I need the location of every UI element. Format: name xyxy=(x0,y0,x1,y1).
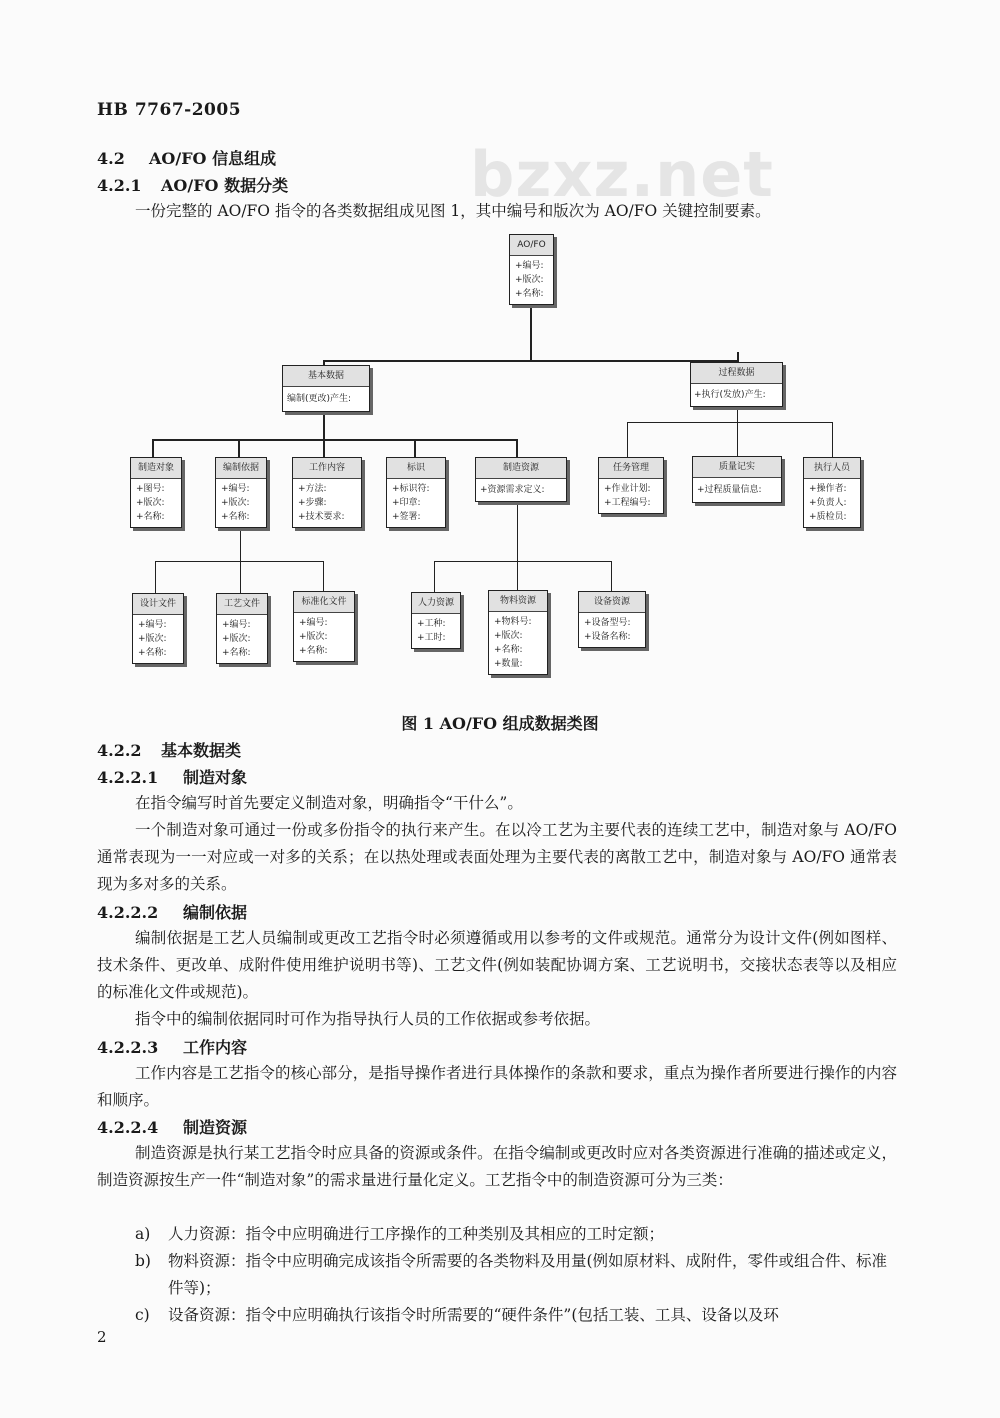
class-box-quality-record xyxy=(692,456,782,503)
watermark: bzxz.net xyxy=(470,138,774,211)
class-title: 基本数据 xyxy=(283,366,369,387)
list-item-label: c) xyxy=(135,1306,150,1324)
section-title: AO/FO 数据分类 xyxy=(161,176,289,195)
class-title: 制造对象 xyxy=(131,458,181,479)
class-attr: +名称: xyxy=(138,648,167,658)
class-attr: +物料号: xyxy=(494,617,532,627)
section-4-2-heading xyxy=(97,146,276,169)
page-number: 2 xyxy=(97,1328,107,1346)
class-attr: +方法: xyxy=(298,484,327,494)
connector-line xyxy=(627,422,833,423)
class-attr: +名称: xyxy=(494,645,523,655)
class-attr: +工时: xyxy=(417,633,446,643)
class-title: 任务管理 xyxy=(599,458,663,479)
class-attr: +编号: xyxy=(138,620,167,630)
section-title: 工作内容 xyxy=(183,1038,248,1057)
class-title: 执行人员 xyxy=(804,458,860,479)
class-attr: +作业计划: xyxy=(604,484,651,494)
connector-line xyxy=(238,439,240,457)
class-attr: +名称: xyxy=(222,648,251,658)
paragraph: 制造资源是执行某工艺指令时应具备的资源或条件。在指令编制或更改时应对各类资源进行准确的描述或定义，制造资源按生产一件“制造对象”的需求量进行量化定义。工艺指令中的制造资源可分为三类： xyxy=(97,1144,897,1189)
class-box-craft-file xyxy=(216,593,268,664)
class-attr: 编制(更改)产生: xyxy=(287,394,352,404)
class-attr: +设备型号: xyxy=(584,618,631,628)
class-title: 物料资源 xyxy=(489,591,547,612)
section-number: 4.2.2.4 xyxy=(97,1118,159,1137)
connector-line xyxy=(323,360,739,362)
class-box-standardization-file xyxy=(293,591,355,662)
connector-line xyxy=(323,439,325,457)
class-attr: +编号: xyxy=(299,618,328,628)
list-item-label: a) xyxy=(135,1225,151,1243)
class-attr: +技术要求: xyxy=(298,512,345,522)
class-title: AO/FO xyxy=(510,235,553,256)
class-title: 质量记实 xyxy=(693,457,781,478)
connector-line xyxy=(832,422,833,457)
class-attr: +名称: xyxy=(299,646,328,656)
class-attr: +负责人: xyxy=(809,498,847,508)
class-attr: +名称: xyxy=(136,512,165,522)
connector-line xyxy=(517,561,518,590)
connector-line xyxy=(323,360,325,368)
list-item-text: 设备资源：指令中应明确执行该指令时所需要的“硬件条件”(包括工装、工具、设备以及环 xyxy=(168,1306,779,1324)
class-box-executor xyxy=(803,457,861,528)
class-attr: +工程编号: xyxy=(604,498,651,508)
class-attr: +版次: xyxy=(494,631,523,641)
connector-line xyxy=(530,307,532,362)
connector-line xyxy=(737,352,739,362)
class-title: 人力资源 xyxy=(412,593,460,614)
standard-code: HB 7767-2005 xyxy=(97,100,242,120)
section-title: 制造资源 xyxy=(183,1118,248,1137)
class-title: 编制依据 xyxy=(216,458,266,479)
connector-line xyxy=(323,411,325,441)
section-4-2-2-2-heading xyxy=(97,900,247,923)
class-attr: +版次: xyxy=(221,498,250,508)
class-title: 制造资源 xyxy=(476,458,566,479)
class-attr: +质检员: xyxy=(809,512,847,522)
connector-line xyxy=(516,439,518,457)
paragraph: 工作内容是工艺指令的核心部分，是指导操作者进行具体操作的条款和要求，重点为操作者所要进行操作的内容和顺序。 xyxy=(97,1064,897,1109)
section-number: 4.2.2 xyxy=(97,741,142,760)
section-number: 4.2.2.1 xyxy=(97,768,159,787)
class-box-basic-data xyxy=(282,365,370,412)
connector-line xyxy=(434,561,612,562)
class-attr: +过程质量信息: xyxy=(697,485,762,495)
connector-line xyxy=(517,503,518,561)
list-item-text: 人力资源：指令中应明确进行工序操作的工种类别及其相应的工时定额； xyxy=(168,1225,665,1243)
class-attr: +图号: xyxy=(136,484,165,494)
section-number: 4.2.2.2 xyxy=(97,903,159,922)
section-title: 基本数据类 xyxy=(161,741,242,760)
connector-line xyxy=(737,408,738,423)
paragraph: 指令中的编制依据同时可作为指导执行人员的工作依据或参考依据。 xyxy=(135,1010,601,1028)
section-title: AO/FO 信息组成 xyxy=(149,149,277,168)
class-attr: +执行(发放)产生: xyxy=(694,390,766,400)
paragraph: 一个制造对象可通过一份或多份指令的执行来产生。在以冷工艺为主要代表的连续工艺中，制造对象与 AO/FO 通常表现为一一对应或一对多的关系；在以热处理或表面处理为主要代表的离散工艺中，制造对象与 AO/FO 通常表现为多对多的关系。 xyxy=(97,821,897,893)
list-item-text: 物料资源：指令中应明确完成该指令所需要的各类物料及用量(例如原材料、成附件，零件或组合件、标准件等)； xyxy=(168,1252,888,1297)
section-4-2-2-heading xyxy=(97,738,241,761)
connector-line xyxy=(434,561,435,592)
connector-line xyxy=(737,422,738,456)
section-title: 制造对象 xyxy=(183,768,248,787)
list-item xyxy=(135,1302,895,1329)
figure-caption: 图 1 AO/FO 组成数据类图 xyxy=(401,714,599,733)
class-attr: +编号: xyxy=(222,620,251,630)
connector-line xyxy=(627,422,628,457)
class-attr: +资源需求定义: xyxy=(480,485,545,495)
class-box-aofo xyxy=(509,234,554,305)
connector-line xyxy=(155,561,156,593)
class-attr: +步骤: xyxy=(298,498,327,508)
class-box-manufacturing-resource xyxy=(475,457,567,502)
class-attr: +编号: xyxy=(515,261,544,271)
paragraph: 在指令编写时首先要定义制造对象，明确指令“干什么”。 xyxy=(135,794,523,812)
class-attr: +版次: xyxy=(138,634,167,644)
connector-line xyxy=(414,439,416,457)
paragraph: 编制依据是工艺人员编制或更改工艺指令时必须遵循或用以参考的文件或规范。通常分为设计文件(例如图样、技术条件、更改单、成附件使用维护说明书等)、工艺文件(例如装配协调方案、工艺说明书，交接状态表等以及相应的标准化文件或规范)。 xyxy=(97,929,897,1001)
list-item xyxy=(135,1248,895,1302)
class-box-design-file xyxy=(132,593,184,664)
class-attr: +版次: xyxy=(299,632,328,642)
class-attr: +数量: xyxy=(494,659,523,669)
class-title: 设备资源 xyxy=(579,592,645,613)
class-attr: +操作者: xyxy=(809,484,847,494)
class-attr: +设备名称: xyxy=(584,632,631,642)
class-attr: +版次: xyxy=(515,275,544,285)
connector-line xyxy=(240,561,241,593)
class-box-human-resource xyxy=(411,592,461,649)
section-4-2-2-3-heading xyxy=(97,1035,247,1058)
section-4-2-1-heading xyxy=(97,173,288,196)
class-box-task-management xyxy=(598,457,664,514)
intro-paragraph: 一份完整的 AO/FO 指令的各类数据组成见图 1，其中编号和版次为 AO/FO 关键控制要素。 xyxy=(135,202,771,220)
connector-line xyxy=(155,561,324,562)
class-box-mark xyxy=(386,457,446,528)
class-attr: +版次: xyxy=(136,498,165,508)
class-title: 标识 xyxy=(387,458,445,479)
section-4-2-2-4-heading xyxy=(97,1115,247,1138)
class-attr: +编号: xyxy=(221,484,250,494)
class-attr: +名称: xyxy=(221,512,250,522)
class-attr: +标识符: xyxy=(392,484,430,494)
connector-line xyxy=(240,530,241,561)
section-number: 4.2.1 xyxy=(97,176,142,195)
class-box-process-data xyxy=(690,362,783,407)
connector-line xyxy=(611,561,612,591)
class-box-equipment-resource xyxy=(578,591,646,648)
connector-line xyxy=(323,561,324,591)
section-number: 4.2 xyxy=(97,149,125,168)
class-box-material-resource xyxy=(488,590,548,675)
section-4-2-2-1-heading xyxy=(97,765,247,788)
class-box-work-content xyxy=(292,457,362,528)
class-attr: +名称: xyxy=(515,289,544,299)
class-box-compile-basis xyxy=(215,457,267,528)
class-attr: +版次: xyxy=(222,634,251,644)
connector-line xyxy=(152,439,154,457)
class-attr: +签署: xyxy=(392,512,421,522)
class-title: 设计文件 xyxy=(133,594,183,615)
section-title: 编制依据 xyxy=(183,903,248,922)
list-item xyxy=(135,1221,895,1248)
connector-line xyxy=(152,439,518,441)
class-attr: +印章: xyxy=(392,498,421,508)
section-number: 4.2.2.3 xyxy=(97,1038,159,1057)
class-attr: +工种: xyxy=(417,619,446,629)
class-title: 标准化文件 xyxy=(294,592,354,613)
class-title: 过程数据 xyxy=(691,363,782,384)
class-title: 工作内容 xyxy=(293,458,361,479)
class-box-manufacturing-object xyxy=(130,457,182,528)
class-title: 工艺文件 xyxy=(217,594,267,615)
list-item-label: b) xyxy=(135,1252,151,1270)
